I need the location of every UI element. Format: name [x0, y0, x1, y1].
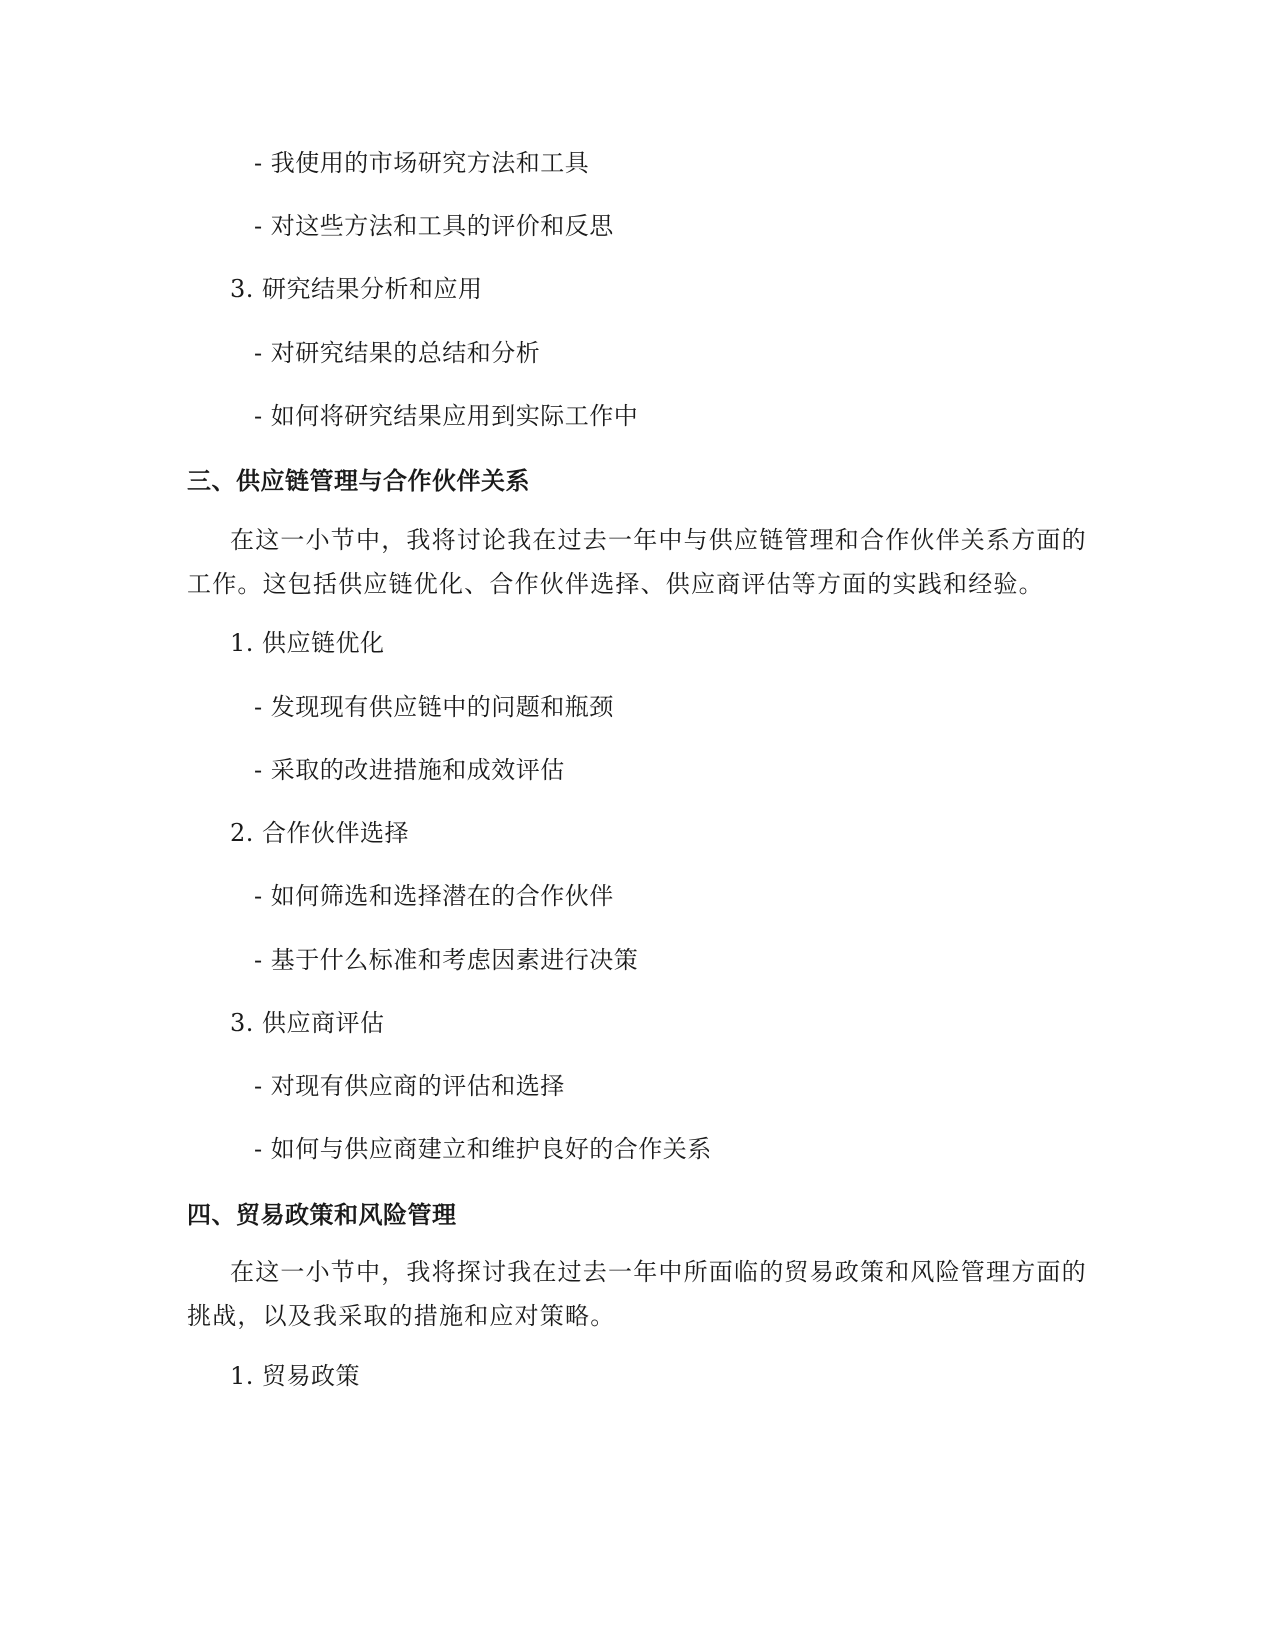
list-item: - 采取的改进措施和成效评估: [254, 756, 565, 784]
section-paragraph: 在这一小节中，我将探讨我在过去一年中所面临的贸易政策和风险管理方面的挑战，以及我采取的措施和应对策略。: [187, 1258, 1087, 1330]
list-item: - 对研究结果的总结和分析: [254, 339, 541, 367]
section-heading: 三、供应链管理与合作伙伴关系: [187, 467, 530, 495]
list-item: 1. 贸易政策: [230, 1362, 361, 1390]
list-item: - 如何与供应商建立和维护良好的合作关系: [254, 1135, 712, 1163]
list-item: - 对现有供应商的评估和选择: [254, 1072, 565, 1100]
list-item: - 如何将研究结果应用到实际工作中: [254, 402, 639, 430]
list-item: - 基于什么标准和考虑因素进行决策: [254, 946, 639, 974]
list-item: - 对这些方法和工具的评价和反思: [254, 212, 614, 240]
list-item: 2. 合作伙伴选择: [230, 819, 410, 847]
section-heading: 四、贸易政策和风险管理: [187, 1201, 457, 1229]
list-item: - 如何筛选和选择潜在的合作伙伴: [254, 882, 614, 910]
list-item: 3. 供应商评估: [230, 1009, 385, 1037]
list-item: - 发现现有供应链中的问题和瓶颈: [254, 693, 614, 721]
section-paragraph: 在这一小节中，我将讨论我在过去一年中与供应链管理和合作伙伴关系方面的工作。这包括供应链优化、合作伙伴选择、供应商评估等方面的实践和经验。: [187, 526, 1087, 598]
list-item: - 我使用的市场研究方法和工具: [254, 149, 590, 177]
list-item: 1. 供应链优化: [230, 629, 385, 657]
list-item: 3. 研究结果分析和应用: [230, 275, 483, 303]
